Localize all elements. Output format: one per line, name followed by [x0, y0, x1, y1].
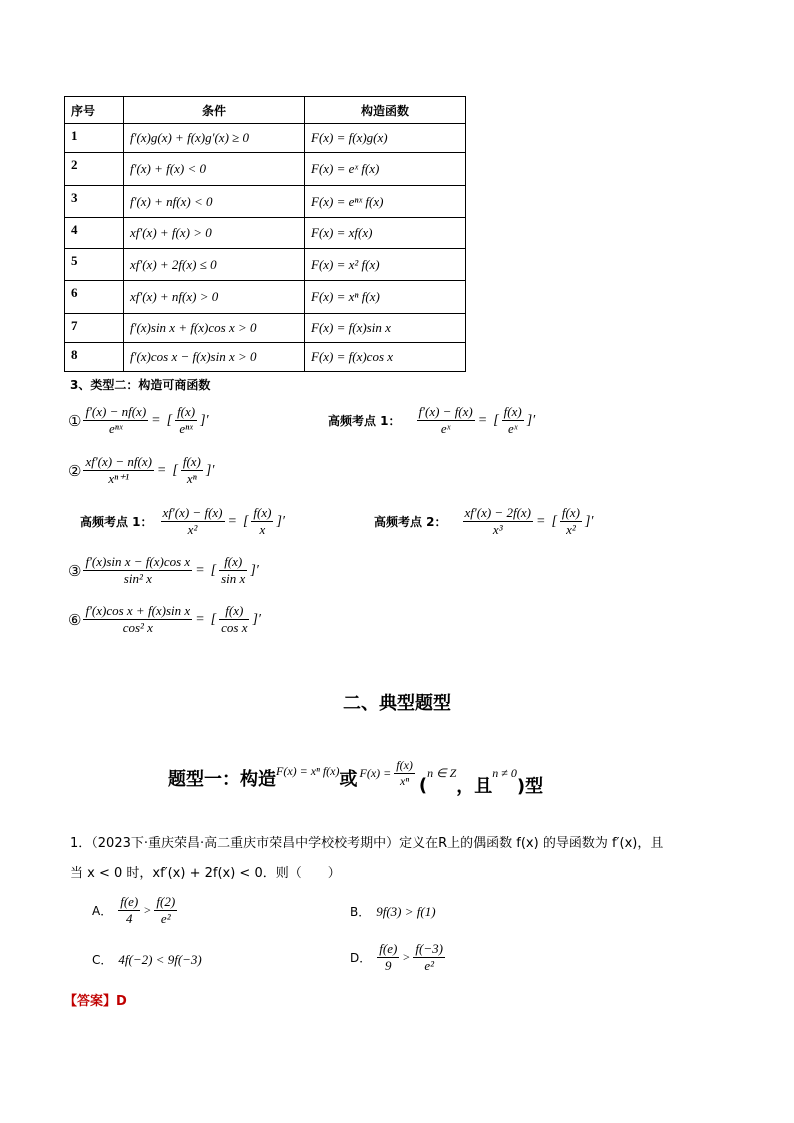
row-function: F(x) = eˣ f(x): [305, 153, 466, 186]
option-text: 4f(−2) < 9f(−3): [118, 951, 202, 967]
type-heading-math2-lhs: F(x) =: [359, 766, 392, 780]
option-key: D．: [350, 951, 372, 965]
rhs-fraction: $\frac{f(x)}{\text{eˣ}}$: [503, 404, 522, 436]
type-heading-paren-close: )型: [516, 776, 544, 797]
rhs-fraction: $\frac{f(x)}{x}$: [253, 505, 272, 537]
table-row: [65, 186, 466, 218]
answer-label: 【答案】: [64, 994, 117, 1009]
answer: [64, 990, 127, 1009]
row-function: F(x) = xf(x): [305, 218, 466, 249]
row-index: 7: [65, 314, 124, 343]
lhs-fraction: $\frac{\text{f′(x)cos x + f(x)sin x}}{\text{cos² x}}$: [85, 603, 191, 635]
circled-number: ②: [68, 461, 82, 480]
option-text: 9f(3) > f(1): [376, 903, 436, 919]
option-rhs: $\frac{f(-3)}{\text{e²}}$: [415, 941, 443, 973]
row-condition: f′(x) + nf(x) < 0: [124, 186, 305, 218]
high-frequency-label: 高频考点 1：: [328, 414, 401, 428]
row-condition: f′(x)sin x + f(x)cos x > 0: [124, 314, 305, 343]
table-row: [65, 249, 466, 281]
answer-value: D: [116, 994, 127, 1009]
row-condition: xf′(x) + f(x) > 0: [124, 218, 305, 249]
row-condition: xf′(x) + 2f(x) ≤ 0: [124, 249, 305, 281]
formula-1: ① $\frac{f'(x) - nf(x)}{\text{eⁿˣ}}$ = [ $\frac{f(x)}{\text{eⁿˣ}}$ ]′: [68, 404, 209, 436]
option-a: A． $\frac{f(e)}{4}$ > $\frac{f(2)}{\text{e²}}$: [92, 894, 176, 926]
row-condition: xf′(x) + nf(x) > 0: [124, 281, 305, 314]
circled-number: ①: [68, 411, 82, 430]
row-function: F(x) = eⁿˣ f(x): [305, 186, 466, 218]
option-d: D． $\frac{f(e)}{9}$ > $\frac{f(-3)}{\text{e²}}$: [350, 941, 443, 973]
row-function: F(x) = f(x)sin x: [305, 314, 466, 343]
header-function: 构造函数: [305, 97, 466, 124]
lhs-fraction: $\frac{\text{f′(x)sin x − f(x)cos x}}{\text{sin² x}}$: [85, 554, 191, 586]
row-function: F(x) = xⁿ f(x): [305, 281, 466, 314]
table-row: [65, 153, 466, 186]
formula-6: ⑥ $\frac{\text{f′(x)cos x + f(x)sin x}}{\text{cos² x}}$ = [ $\frac{f(x)}{\text{cos x}}$ ]′: [68, 603, 261, 635]
row-function: F(x) = x² f(x): [305, 249, 466, 281]
option-lhs: $\frac{f(e)}{9}$: [379, 941, 398, 973]
rhs-fraction: $\frac{f(x)}{\text{cos x}}$: [221, 603, 248, 635]
table-header-row: [65, 97, 466, 124]
type-heading-cond1: n ∈ Z: [427, 766, 457, 780]
row-condition: f′(x)g(x) + f(x)g′(x) ≥ 0: [124, 124, 305, 153]
option-b: [350, 903, 436, 920]
circled-number: ③: [68, 561, 82, 580]
row-condition: f′(x) + f(x) < 0: [124, 153, 305, 186]
formula-3: ③ $\frac{\text{f′(x)sin x − f(x)cos x}}{\text{sin² x}}$ = [ $\frac{f(x)}{\text{sin x}}$ ]′: [68, 554, 259, 586]
option-key: C．: [92, 953, 113, 967]
header-index: 序号: [65, 97, 124, 124]
lhs-fraction: $\frac{xf'(x) - 2f(x)}{\text{x³}}$: [464, 505, 531, 537]
row-index: 3: [65, 186, 124, 218]
rhs-fraction: $\frac{f(x)}{\text{x²}}$: [561, 505, 580, 537]
option-key: A．: [92, 904, 113, 918]
row-index: 4: [65, 218, 124, 249]
high-frequency-label: 高频考点 2：: [374, 515, 447, 529]
rhs-fraction: $\frac{f(x)}{\text{xⁿ}}$: [182, 454, 201, 486]
question-line-1: 1．（2023下·重庆荣昌·高二重庆市荣昌中学校校考期中）定义在R上的偶函数 f(x) 的导函数为 f′(x)，且: [70, 836, 664, 851]
row-index: 5: [65, 249, 124, 281]
row-condition: f′(x)cos x − f(x)sin x > 0: [124, 343, 305, 372]
formula-2: ② $\frac{xf'(x) - nf(x)}{\text{xⁿ⁺¹}}$ = [ $\frac{f(x)}{\text{xⁿ}}$ ]′: [68, 454, 215, 486]
question-line-2: 当 x < 0 时，xf′(x) + 2f(x) < 0．则（ ）: [70, 866, 341, 881]
header-condition: 条件: [124, 97, 305, 124]
high-frequency-point-2: 高频考点 2： $\frac{xf'(x) - 2f(x)}{\text{x³}}$ = [ $\frac{f(x)}{\text{x²}}$ ]′: [374, 505, 594, 537]
type-heading-comma: ，且: [456, 776, 493, 797]
lhs-fraction: $\frac{xf'(x) - f(x)}{\text{x²}}$: [162, 505, 223, 537]
row-index: 6: [65, 281, 124, 314]
lhs-fraction: $\frac{xf'(x) - nf(x)}{\text{xⁿ⁺¹}}$: [85, 454, 152, 486]
table-row: [65, 314, 466, 343]
type-heading-paren-open: (: [418, 774, 428, 796]
type-heading: [168, 758, 543, 798]
option-lhs: $\frac{f(e)}{4}$: [120, 894, 139, 926]
high-frequency-point-exp: 高频考点 1： $\frac{f'(x) - f(x)}{\text{eˣ}}$ = [ $\frac{f(x)}{\text{eˣ}}$ ]′: [328, 404, 536, 436]
table-row: [65, 218, 466, 249]
rhs-fraction: $\frac{f(x)}{\text{eⁿˣ}}$: [177, 404, 196, 436]
option-rhs: $\frac{f(2)}{\text{e²}}$: [156, 894, 176, 926]
row-function: F(x) = f(x)cos x: [305, 343, 466, 372]
type-heading-math1: F(x) = xⁿ f(x): [276, 764, 340, 778]
type-heading-fraction: $\frac{f(x)}{\text{xⁿ}}$: [396, 758, 413, 788]
construction-table: [64, 96, 466, 372]
high-frequency-label: 高频考点 1：: [80, 515, 153, 529]
circled-number: ⑥: [68, 610, 82, 629]
lhs-fraction: $\frac{f'(x) - f(x)}{\text{eˣ}}$: [418, 404, 473, 436]
table-row: [65, 281, 466, 314]
row-index: 1: [65, 124, 124, 153]
high-frequency-point-1: 高频考点 1： $\frac{xf'(x) - f(x)}{\text{x²}}$ = [ $\frac{f(x)}{x}$ ]′: [80, 505, 285, 537]
option-key: B．: [350, 905, 371, 919]
type-heading-or: 或: [339, 769, 358, 790]
table-row: [65, 124, 466, 153]
rhs-fraction: $\frac{f(x)}{\text{sin x}}$: [221, 554, 246, 586]
type-heading-cond2: n ≠ 0: [492, 766, 517, 780]
row-index: 8: [65, 343, 124, 372]
type2-title: 3、类型二：构造可商函数: [70, 378, 211, 392]
lhs-fraction: $\frac{f'(x) - nf(x)}{\text{eⁿˣ}}$: [85, 404, 147, 436]
section-title: 二、典型题型: [343, 693, 451, 714]
row-index: 2: [65, 153, 124, 186]
type-heading-part1: 题型一：构造: [168, 769, 276, 790]
row-function: F(x) = f(x)g(x): [305, 124, 466, 153]
table-row: [65, 343, 466, 372]
option-c: [92, 951, 202, 968]
